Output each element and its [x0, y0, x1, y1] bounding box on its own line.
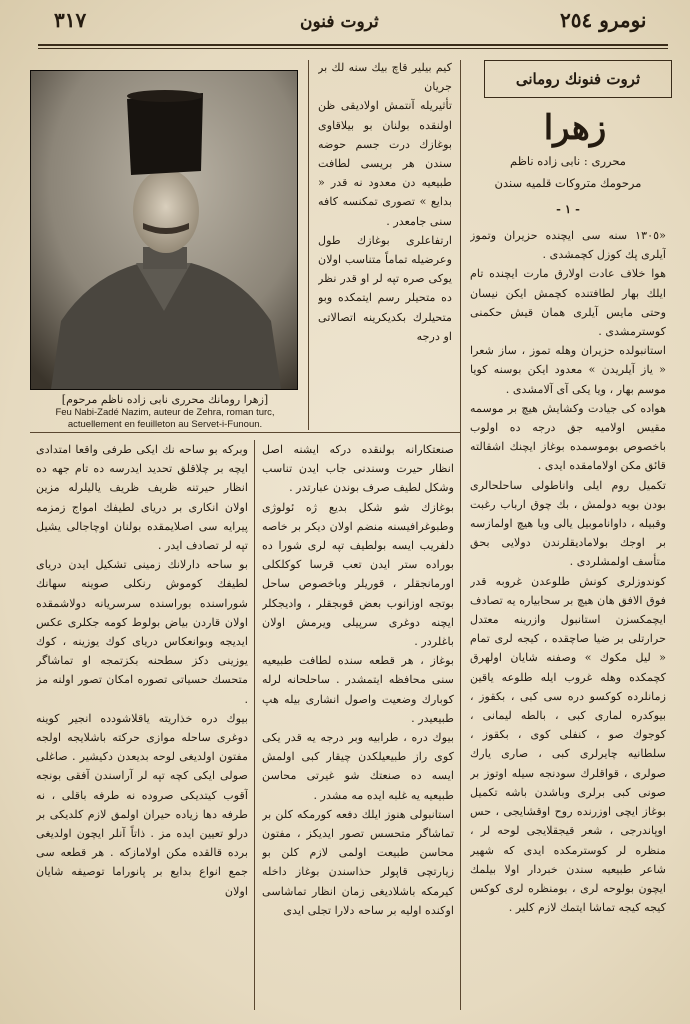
caption-french-line-1: Feu Nabi-Zadé Nazim, auteur de Zehra, roman turc,	[55, 407, 275, 418]
caption-turkish: [زهرا رومانك محرری نابی زاده ناظم مرحوم]	[61, 393, 269, 406]
photo-caption	[34, 392, 296, 430]
novel-title: زهرا	[543, 108, 607, 148]
paragraph: استانبولی هنوز ایلك دفعه كورمكه كلن بر تماشاگر متحسس تصور ایدیكز ، مفتون محاسن طبیعت اولمی لازم كلن بو زیارتچی قاپولر حذاسندن بوغاز داخله كیرمكه باشلادیغی زمان انظار تماشاسی اوكنده اولیه بر ساحه دلارا تجلی ایدی	[262, 807, 454, 917]
header-rule-thin	[38, 48, 668, 49]
photo-section-rule	[30, 432, 460, 433]
paragraph: بیوك دره خذاریته یاقلاشودده انجیر كوینه دوغری ساحله موازی حركته باشلایجه اولجه مفتون اولدیغی لوحه بدیعدن دكیشیر . صاغلی صولی ایكی كچه تپه لر آراسندن آفقی بونجه آقوب كیتدیكی صروده نه طرفه باقلی ، نه طرفه دها زیاده حیران اولمق لازم كلدیكی بر درلو تعیین ایده مز . ذاتاً آنلر ایچون اولدیغی برده قالقده مكن اولامازكه . هر قطعه سی جمع انواع بدایع بر پانوراما توصیفه شایان اولان	[36, 711, 248, 898]
caption-french-line-2: actuellement en feuilleton au Servet-i-Funoun.	[67, 418, 263, 430]
paragraph: صنعتكارانه بولنقده دركه ایشنه اصل انظار حیرت وسندنی جاب ایدن تناسب وشكل لطیف صرف بوندن عبارتدر .	[262, 443, 454, 495]
issue-number: نومرو ٢٥٤	[560, 8, 647, 32]
column-left-bottom	[36, 440, 248, 1010]
paragraph: كوندوزلری كونش طلوعدن غروبه قدر فوق الافق هان هیچ بر سحابیاره یه تصادف ایچمكسزن استانبول وازرینه معتدل حرارتلی بر ضیا صاچقده ، كیجه لری تمام « لیل مكوك » وصفنه شایان اولهرق كچمكده وهله غروب ایله طلوعه یاقین زمانلرده كوكسو دره سی كبی ، بكقوز ، بیوكدره لماری كبی ، بالطه لیمانی ، كوجوك صو ، كنفلی كوی ، بكقوز ، سلطانیه چایرلری كبی ، صاری یارك صولری ، قواقلرك سودنجه سیله اوتوز بر صونی كبی برلری وباشدن باشه تكمیل بوغاز ایچی اوزرنده روح اوقشایجی ، حس اوپاندرجی ، شعر قیجقلایجی لوحه لر ، منظره لر كوسترمكده ایدی كه شهیر شاعر طبیعیه سندن خبردار اولا بیلمك ایچون بولوحه لری ، بومنظره لری كوكس كیجه كیجه تماشا ایتمك لازم كلیر .	[470, 574, 666, 915]
section-banner: ثروت فنونك رومانی	[484, 60, 672, 98]
page-number: ٣١٧	[54, 8, 87, 32]
column-right	[470, 226, 666, 1008]
paragraph: بو ساحه دارلانك زمینی تشكیل ایدن دریای لطیفك كوموش رنكلی صوینه سهانك شوراسنده بوراسنده سرسریانه دولاشمقده اولان قاردن بیاض بولوط كومه جكلری عكس ایدیجه وبوانعكاس دریای كوك یوزینه ، كوك یوزینی دكز سطحنه بكزتمجه او تماشاگر متحسك حسیاتی تصوره امكان تصور اولنه مز .	[36, 558, 248, 706]
column-rule-right	[460, 60, 461, 1010]
column-middle-bottom	[262, 440, 454, 1010]
paragraph: بیوك دره ، طرابیه وبر درجه یه قدر یكی كوی راز طبیعیلكدن چیقار كبی اولمش ایسه ده صنعتك شو غیرتی محاسن طبیعیه یه غلبه ایده مه مشدر .	[262, 731, 454, 802]
author-line: محرری : نابی زاده ناظم	[510, 154, 626, 168]
subtitle-line: مرحومك متروكات قلمیه سندن	[494, 176, 642, 190]
paragraph: استانبولده حزیران وهله تموز ، ساز شعرا « یاز آیلریدن » معدود ایكن بوسنه كویا موسم بهار ، ویا یكی آی آلامشدی .	[470, 344, 666, 396]
paragraph: كیم بیلیر قاچ بیك سنه لك بر جریان	[318, 61, 452, 94]
column-rule-top-left	[308, 60, 309, 430]
paragraph: هوا خلاف عادت اولارق مارت ایچنده تام ایلك بهار لطافتنده كچمش ایكن نیسان وحتی مایس آیلری همان قیش حكمنی كوسترمشدی .	[470, 267, 666, 339]
paragraph: ارتفاعلری بوغازك طول وعرضیله تماماً متناسب اولان یوكی صره تپه لر او قدر نظر ده متحیلر رسم ایتمكده وبو متحیلرك بكدیكرینه اتصالاتی او درجه	[318, 233, 452, 343]
portrait-image	[31, 71, 297, 389]
paragraph: تكمیل روم ایلی واناطولی ساحلحالری بودن بویه دولمش ، بك چوق ارباب رغبت وقبیله ، داواناموبیل یالی ویا هیچ اولمازسه بر اوجك بولامادیقلرندن دولایی بحق متأسف اولمشلردی .	[470, 478, 666, 569]
column-rule-bottom-left	[254, 440, 255, 1010]
paragraph: بوغاز ، هر قطعه سنده لطافت طبیعیه سنی محافظه ایتمشدر . ساحلحانه لرله كوبارك وضعیت واصول انشاری بیله هپ طبیعیدر .	[262, 654, 454, 725]
paragraph: بوغازك شو شكل بدیع ژه ئولوژی وطبوغرافیسنه منضم اولان دیكر بر خاصه دلفریب ایسه بولطیف تپه لری شورا ده بوراده ستر ایدن تعب قرسا كوكلكلی اورمانجقلر ، قوریلر وباخصوص ساحل بوتجه اوزانوب بعض قوبجقلر ، وادیجكلر ایچنه دوغری سرپیلی ویرمش اولان باغلردر .	[262, 500, 454, 649]
paragraph: تأثیریله آنتمش اولادیقی ظن اولنقده بولنان بو بیلاقاوی بوغازك درت جسم حوضه سندن هر بریسی لطافت طبیعیه دن معدود نه قدر « بدایع » تصوری تمكنسه كافه سنی جامعدر .	[318, 99, 452, 228]
paragraph: هواده كی جیادت وكشایش هیچ بر موسمه مقیس اولامیه جق درجه ده اولوب باخصوص بوموسمده بوغاز ایچنك اشقالته قائق مكن اولامامقده ایدی .	[470, 401, 666, 473]
header-rule	[38, 44, 668, 46]
paragraph: وبركه بو ساحه نك ایكی طرفی واقعا امتدادی ایچه بر چلاقلق تحدید ایدرسه ده تام جهه ده انظار حیرتنه ظریف ظریف یالیلرله مزین اولان انكاری بر دریای لطیفك امواج زمزمه پیرایه سی اصلایمقده بولنان اوچاجالی یشیل تپه لر تصادف ایدر .	[36, 443, 248, 553]
paragraph: «١٣٠٥ سنه سی ایچنده حزیران وتموز آیلری پك كوزل كچمشدی .	[470, 229, 666, 262]
author-portrait	[30, 70, 298, 390]
column-middle-top	[318, 58, 452, 430]
journal-name: ثروت فنون	[300, 12, 379, 32]
chapter-number: - ١ -	[556, 202, 580, 216]
